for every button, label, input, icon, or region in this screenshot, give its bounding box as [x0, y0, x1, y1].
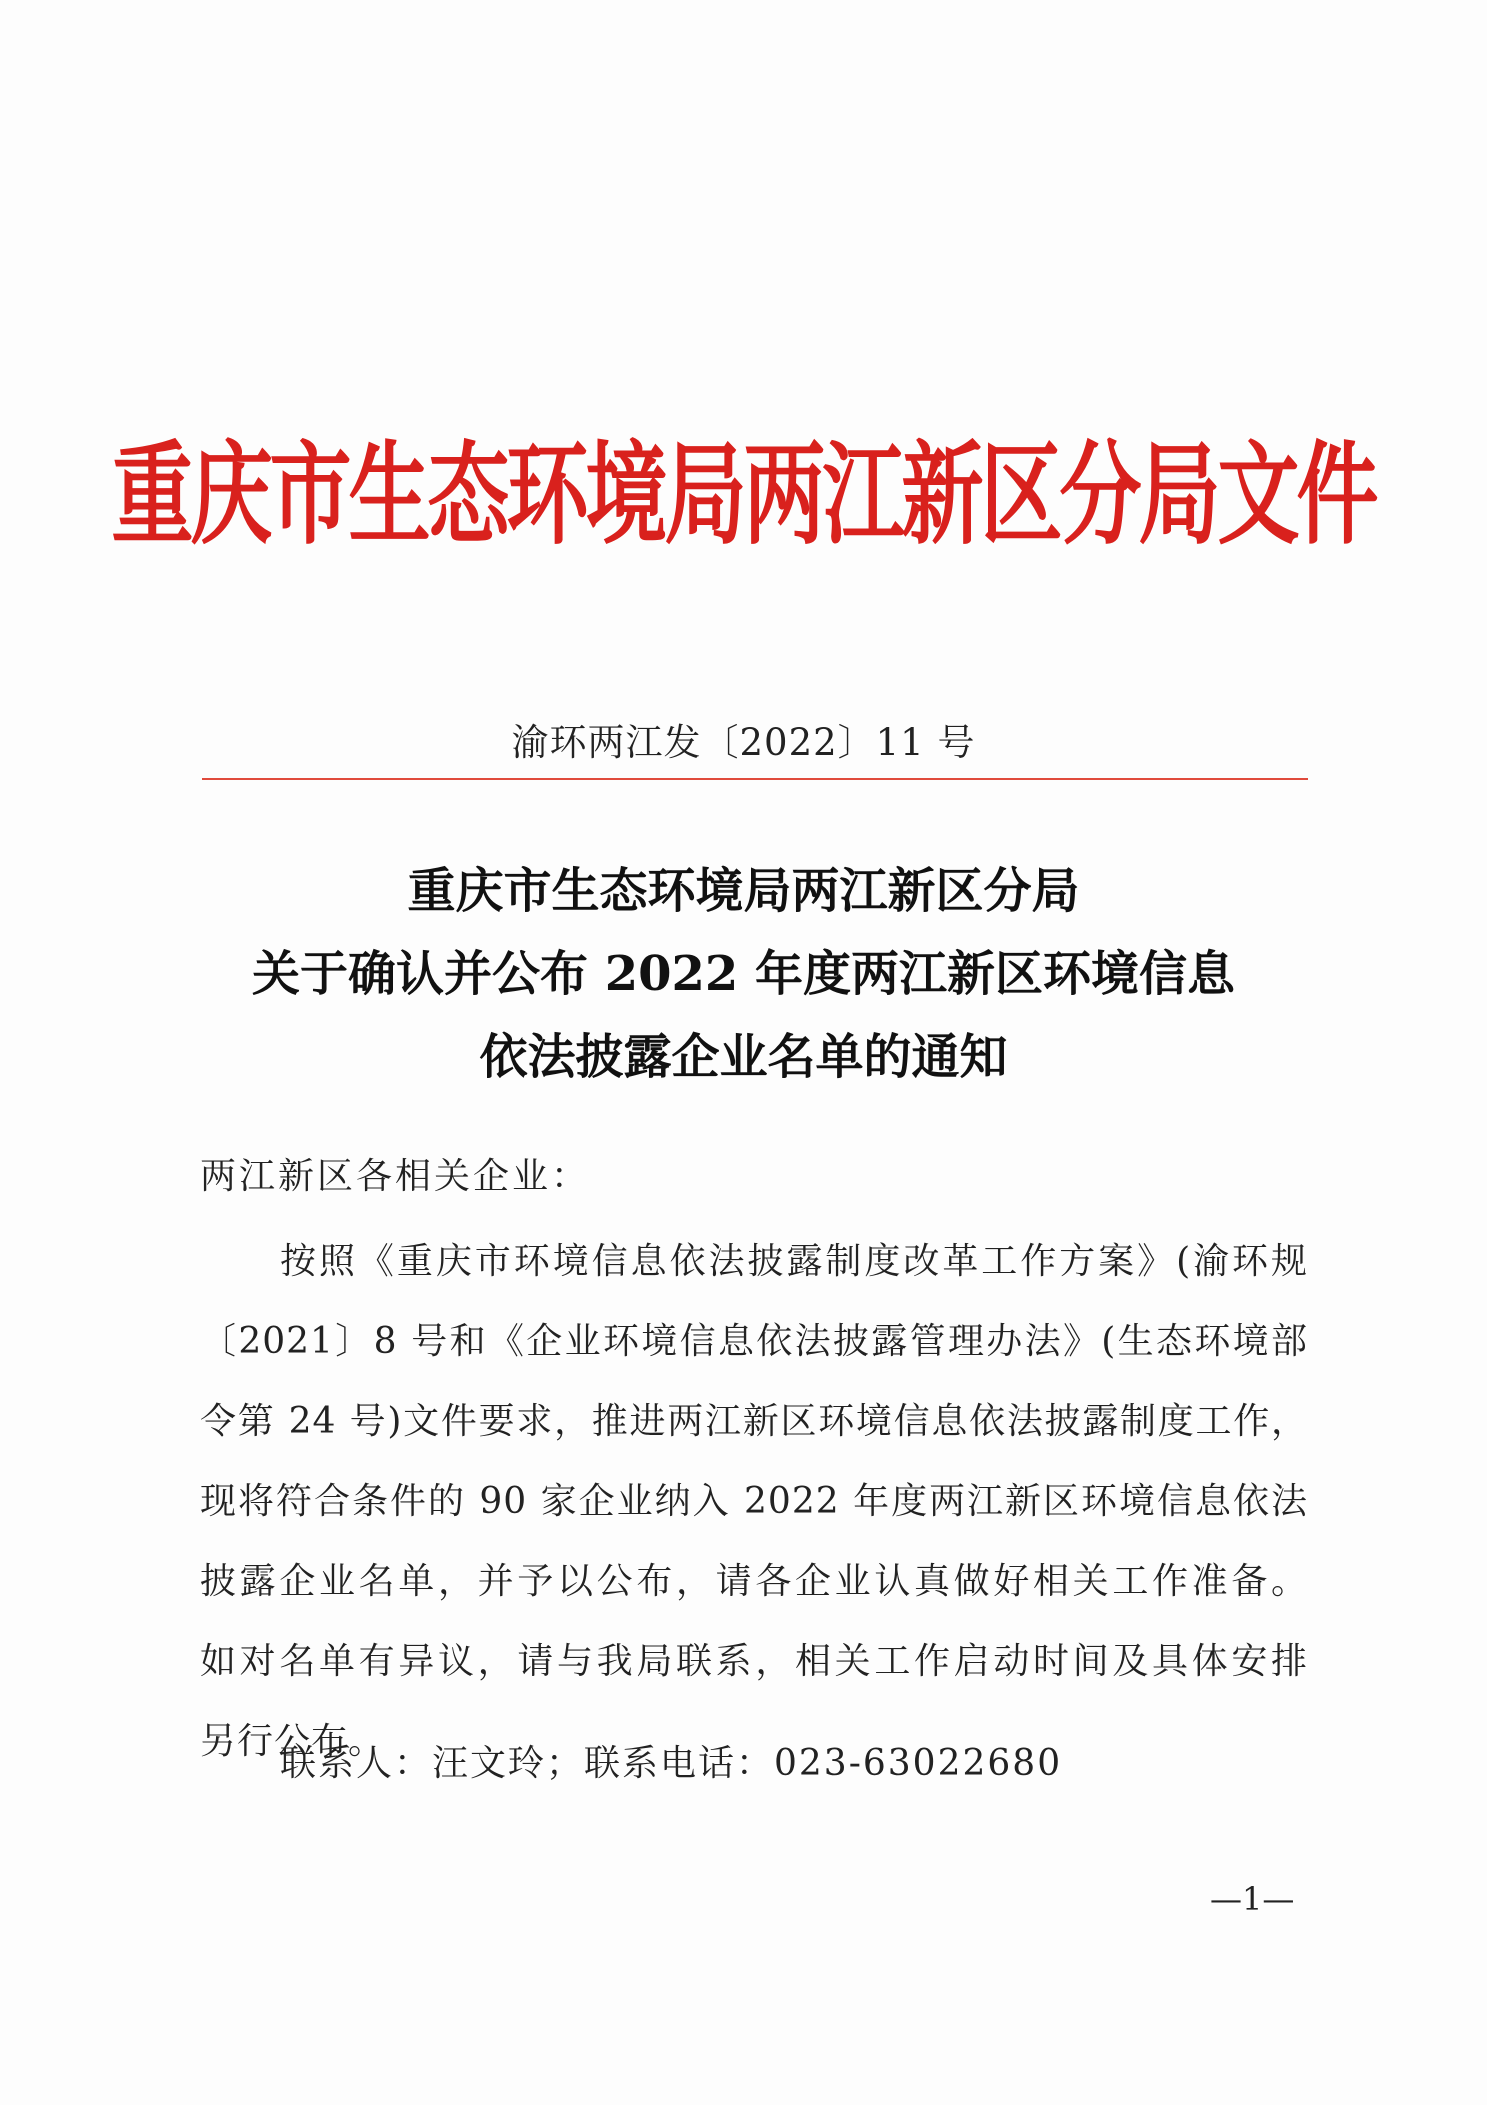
contact-info: 联系人：汪文玲；联系电话：023-63022680	[280, 1743, 1063, 1784]
body-line: 按照《重庆市环境信息依法披露制度改革工作方案》(渝环规	[280, 1241, 1308, 1282]
issuer-red-header: 重庆市生态环境局两江新区分局文件	[111, 430, 1376, 561]
salutation: 两江新区各相关企业：	[200, 1156, 591, 1197]
body-line: 〔2021〕8 号和《企业环境信息依法披露管理办法》(生态环境部	[200, 1321, 1308, 1362]
page-number: —1—	[1210, 1880, 1295, 1918]
body-line: 令第 24 号)文件要求，推进两江新区环境信息依法披露制度工作，	[200, 1401, 1308, 1442]
body-line: 另行公布。	[200, 1721, 386, 1762]
body-line: 现将符合条件的 90 家企业纳入 2022 年度两江新区环境信息依法	[200, 1481, 1308, 1522]
body-line: 披露企业名单，并予以公布，请各企业认真做好相关工作准备。	[200, 1561, 1308, 1602]
notice-title	[0, 850, 1487, 1099]
red-divider-line	[202, 778, 1308, 780]
body-line: 如对名单有异议，请与我局联系，相关工作启动时间及具体安排	[200, 1641, 1308, 1682]
title-line-3: 依法披露企业名单的通知	[479, 1029, 1008, 1085]
document-number: 渝环两江发〔2022〕11 号	[511, 721, 976, 764]
title-line-1: 重庆市生态环境局两江新区分局	[407, 863, 1080, 919]
body-paragraph	[200, 1222, 1308, 1782]
title-line-2: 关于确认并公布 2022 年度两江新区环境信息	[251, 946, 1236, 1002]
